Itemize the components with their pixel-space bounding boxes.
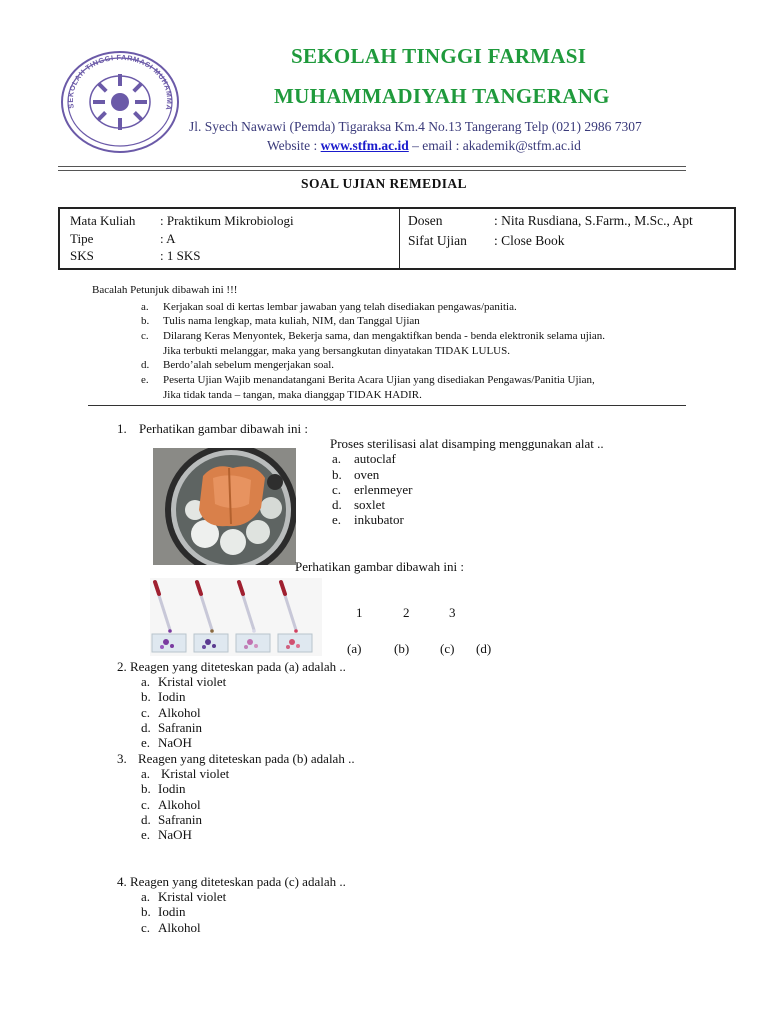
instruction-item: c. Dilarang Keras Menyontek, Bekerja sama, dan mengaktifkan benda - benda elektronik selama ujian.: [141, 330, 605, 342]
q3-question: Reagen yang diteteskan pada (b) adalah ..: [138, 751, 355, 766]
label-dosen: Dosen: [408, 213, 443, 228]
q1-option: c. erlenmeyer: [332, 482, 413, 497]
q3-option: a. Kristal violet: [141, 766, 230, 781]
website-label: Website :: [267, 138, 321, 153]
q1-number: 1.: [117, 421, 127, 436]
figure2-letter: (c): [440, 641, 455, 656]
info-box-divider: [399, 209, 400, 268]
header-rule-thick: [58, 166, 686, 167]
header-rule-thin: [58, 170, 686, 171]
q1-question: Proses sterilisasi alat disamping menggunakan alat ..: [330, 436, 604, 451]
figure2-letter: (a): [347, 641, 362, 656]
logo-ring-text: SEKOLAH TINGGI FARMASI MUHAMMA: [65, 52, 175, 112]
q4-question: 4. Reagen yang diteteskan pada (c) adalah ..: [117, 874, 346, 889]
instructions-rule: [88, 405, 686, 406]
value-tipe: : A: [160, 231, 176, 246]
q3-option: e. NaOH: [141, 827, 192, 842]
figure2-number: 2: [403, 605, 410, 620]
value-sifat-ujian: : Close Book: [494, 233, 565, 248]
value-sks: : 1 SKS: [160, 248, 201, 263]
q1-option: d. soxlet: [332, 497, 386, 512]
value-dosen: : Nita Rusdiana, S.Farm., M.Sc., Apt: [494, 213, 693, 228]
instruction-item: b. Tulis nama lengkap, mata kuliah, NIM, dan Tanggal Ujian: [141, 315, 420, 327]
q4-option: b. Iodin: [141, 904, 186, 919]
contact-line: [267, 138, 581, 154]
institution-name-line1: SEKOLAH TINGGI FARMASI: [291, 44, 587, 68]
figure2-letter: (d): [476, 641, 492, 656]
q3-option: d. Safranin: [141, 812, 203, 827]
q4-option: a. Kristal violet: [141, 889, 227, 904]
value-mata-kuliah: : Praktikum Mikrobiologi: [160, 213, 294, 228]
document-title: SOAL UJIAN REMEDIAL: [301, 176, 467, 191]
q3-option: c. Alkohol: [141, 797, 201, 812]
q1-option: a. autoclaf: [332, 451, 396, 466]
instruction-item: d. Berdo’alah sebelum mengerjakan soal.: [141, 359, 335, 371]
figure2-letter: (b): [394, 641, 410, 656]
figure2-number: 3: [449, 605, 456, 620]
label-tipe: Tipe: [70, 231, 94, 246]
email-text: – email : akademik@stfm.ac.id: [408, 138, 581, 153]
instruction-item: Jika tidak tanda – tangan, maka dianggap TIDAK HADIR.: [163, 389, 422, 401]
q1-option: e. inkubator: [332, 512, 404, 527]
instruction-item: Jika terbukti melanggar, maka yang bersangkutan dinyatakan TIDAK LULUS.: [163, 345, 510, 357]
label-sifat-ujian: Sifat Ujian: [408, 233, 467, 248]
instruction-item: a. Kerjakan soal di kertas lembar jawaban yang telah disediakan pengawas/panitia.: [141, 301, 517, 313]
q2-option: c. Alkohol: [141, 705, 201, 720]
q2-option: a. Kristal violet: [141, 674, 227, 689]
figure2-prompt: Perhatikan gambar dibawah ini :: [295, 559, 464, 574]
q1-prompt: Perhatikan gambar dibawah ini :: [139, 421, 308, 436]
q2-option: b. Iodin: [141, 689, 186, 704]
institution-address: Jl. Syech Nawawi (Pemda) Tigaraksa Km.4 No.13 Tangerang Telp (021) 2986 7307: [189, 119, 642, 134]
q2-option: e. NaOH: [141, 735, 192, 750]
instruction-item: e. Peserta Ujian Wajib menandatangani Berita Acara Ujian yang disediakan Pengawas/Panitia Ujian,: [141, 374, 595, 386]
figure2-number: 1: [356, 605, 363, 620]
exam-info-box: [58, 207, 736, 270]
autoclave-photo: [153, 448, 296, 565]
gram-stain-pipettes-figure: [150, 578, 322, 656]
label-sks: SKS: [70, 248, 94, 263]
website-link[interactable]: www.stfm.ac.id: [320, 138, 409, 153]
institution-name-line2: MUHAMMADIYAH TANGERANG: [274, 84, 610, 108]
label-mata-kuliah: Mata Kuliah: [70, 213, 136, 228]
q3-number: 3.: [117, 751, 127, 766]
institution-logo: [60, 50, 180, 154]
q1-option: b. oven: [332, 467, 380, 482]
q2-option: d. Safranin: [141, 720, 203, 735]
instructions-title: Bacalah Petunjuk dibawah ini !!!: [92, 284, 238, 296]
q4-option: c. Alkohol: [141, 920, 201, 935]
q3-option: b. Iodin: [141, 781, 186, 796]
q2-question: 2. Reagen yang diteteskan pada (a) adalah ..: [117, 659, 346, 674]
